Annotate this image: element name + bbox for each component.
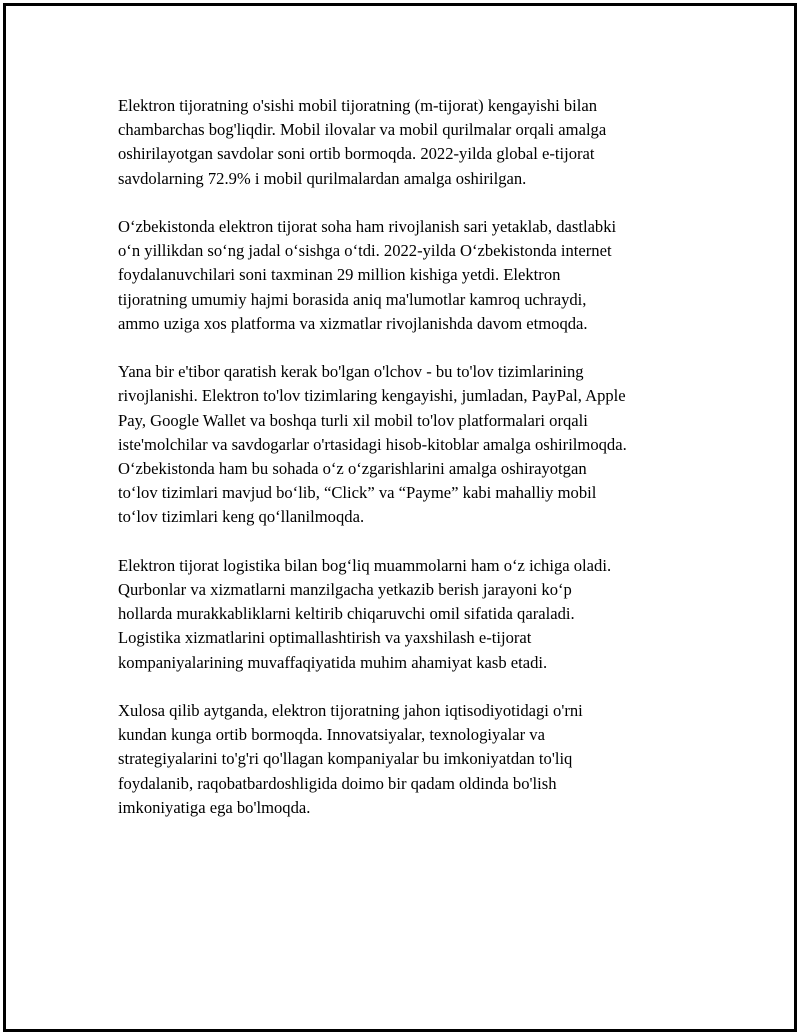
paragraph-payment-systems <box>118 360 698 529</box>
text-line: to‘lov tizimlari keng qo‘llanilmoqda. <box>118 507 365 527</box>
text-line: tijoratning umumiy hajmi borasida aniq ma'lumotlar kamroq uchraydi, <box>118 289 587 309</box>
text-line: rivojlanishi. Elektron to'lov tizimlaring kengayishi, jumladan, PayPal, Apple <box>118 386 626 406</box>
text-line: O‘zbekistonda elektron tijorat soha ham rivojlanish sari yetaklab, dastlabki <box>118 217 617 236</box>
paragraph-mobile-commerce <box>118 94 698 191</box>
text-line: strategiyalarini to'g'ri qo'llagan kompaniyalar bu imkoniyatdan to'liq <box>118 749 573 769</box>
text-line: imkoniyatiga ega bo'lmoqda. <box>118 797 311 817</box>
text-line: ammo uziga xos platforma va xizmatlar rivojlanishda davom etmoqda. <box>118 313 588 333</box>
text-line: o‘n yillikdan so‘ng jadal o‘sishga o‘tdi. 2022-yilda O‘zbekistonda internet <box>118 241 612 261</box>
text-line: Elektron tijoratning o'sishi mobil tijoratning (m-tijorat) kengayishi bilan <box>118 96 598 115</box>
text-line: oshirilayotgan savdolar soni ortib bormoqda. 2022-yilda global e-tijorat <box>118 144 595 164</box>
document-body <box>118 94 698 844</box>
text-line: foydalanib, raqobatbardoshligida doimo bir qadam oldinda bo'lish <box>118 773 557 793</box>
text-line: Pay, Google Wallet va boshqa turli xil mobil to'lov platformalari orqali <box>118 410 588 430</box>
text-line: foydalanuvchilari soni taxminan 29 million kishiga yetdi. Elektron <box>118 265 561 285</box>
text-line: savdolarning 72.9% i mobil qurilmalardan amalga oshirilgan. <box>118 168 527 188</box>
text-line: iste'molchilar va savdogarlar o'rtasidagi hisob-kitoblar amalga oshirilmoqda. <box>118 434 627 454</box>
text-line: Qurbonlar va xizmatlarni manzilgacha yetkazib berish jarayoni ko‘p <box>118 580 572 600</box>
text-line: to‘lov tizimlari mavjud bo‘lib, “Click” va “Payme” kabi mahalliy mobil <box>118 483 597 503</box>
text-line: hollarda murakkabliklarni keltirib chiqaruvchi omil sifatida qaraladi. <box>118 604 575 624</box>
text-line: Xulosa qilib aytganda, elektron tijoratning jahon iqtisodiyotidagi o'rni <box>118 701 583 721</box>
text-line: kompaniyalarining muvaffaqiyatida muhim ahamiyat kasb etadi. <box>118 652 548 672</box>
text-line: Elektron tijorat logistika bilan bog‘liq muammolarni ham o‘z ichiga oladi. <box>118 555 612 575</box>
text-line: Yana bir e'tibor qaratish kerak bo'lgan o'lchov - bu to'lov tizimlarining <box>118 362 584 382</box>
text-line: O‘zbekistonda ham bu sohada o‘z o‘zgarishlarini amalga oshirayotgan <box>118 459 587 479</box>
paragraph-conclusion <box>118 699 698 820</box>
paragraph-uzbekistan-ecommerce <box>118 215 698 336</box>
text-line: kundan kunga ortib bormoqda. Innovatsiyalar, texnologiyalar va <box>118 725 545 745</box>
paragraph-logistics <box>118 554 698 675</box>
text-line: Logistika xizmatlarini optimallashtirish va yaxshilash e-tijorat <box>118 628 532 648</box>
text-line: chambarchas bog'liqdir. Mobil ilovalar va mobil qurilmalar orqali amalga <box>118 120 607 140</box>
